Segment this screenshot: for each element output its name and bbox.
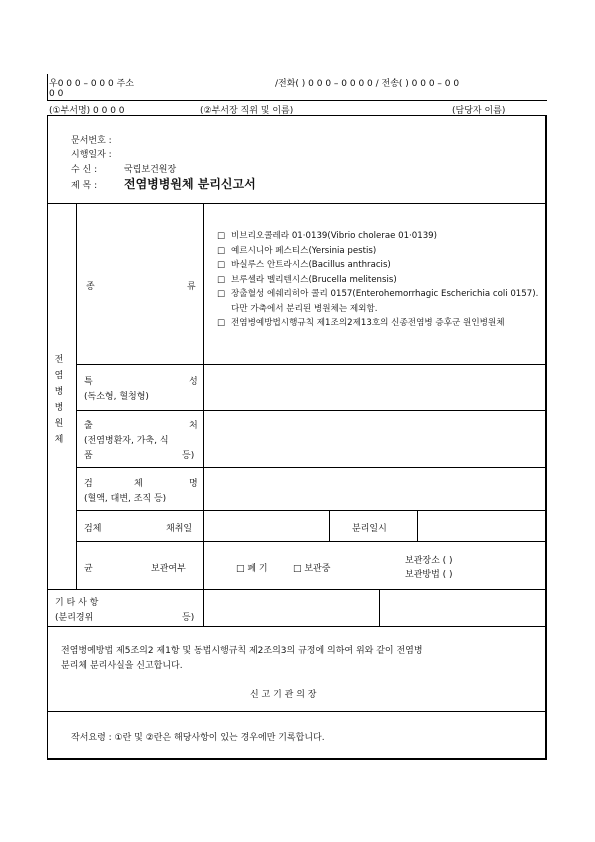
checkbox-icon[interactable]: □ [217,274,226,285]
row-rule-1 [76,364,547,365]
specimen-field[interactable] [205,470,543,508]
date-label: 시행일자 : [71,150,112,160]
source-sub-2a: 품 [84,451,93,461]
kind-item[interactable]: □ 비브리오콜레라 01·0139(Vibrio cholerae 01·0139) [217,229,539,244]
other-label-c: 등) [182,613,195,623]
specimen-label-a: 검 [84,479,93,489]
declaration-line-2: 분리체 분리사실을 신고합니다. [61,661,183,671]
header-left-rule [47,74,48,101]
other-field-2[interactable] [382,592,543,624]
kind-item[interactable]: □ 브루셀라 멜리텐시스(Brucella melitensis) [217,273,539,288]
row-rule-3 [76,467,547,468]
keeping-option[interactable]: □ 보관중 [293,564,331,574]
label-col-rule [203,203,204,626]
recipient-label: 수 신 : [71,165,98,175]
pathogen-kind-list [217,229,539,331]
declaration-line-1: 전염병예방법 제5조의2 제1항 및 동법시행규칙 제2조의3의 규정에 의하여 위와 같이 전염병 [61,646,423,656]
checkbox-icon[interactable]: □ [217,231,226,241]
source-sub-2b: 등) [182,451,195,461]
other-col-rule [379,589,380,626]
specimen-label-b: 체 [134,479,143,489]
storage-place[interactable]: 보관장소 ( ) [405,556,453,566]
recipient-value: 국립보건원장 [124,165,177,175]
source-sub-1: (전염병환자, 가축, 식 [84,436,169,446]
source-label-b: 처 [189,421,198,431]
kind-item[interactable]: □ 장출혈성 에쉐리히아 콜리 0157(Enterohemorrhagic Escherichia coli 0157). 다만 가축에서 분리된 병원체는 제외함. [217,287,539,316]
date-col-rule-2 [417,510,418,541]
row-rule-4 [76,510,547,511]
collect-date-label-a: 검체 [84,524,102,534]
kind-label-right: 류 [187,282,196,292]
source-label-a: 출 [84,421,93,431]
storage-method[interactable]: 보관방법 ( ) [405,570,453,580]
collect-date-field[interactable] [205,513,327,539]
contact-line-wrap: 0 0 [49,89,64,99]
isolate-date-label: 분리일시 [352,524,387,534]
contact-line: /전화( ) 0 0 0 – 0 0 0 0 / 전송( ) 0 0 0 – 0 0 [275,79,460,89]
other-label-a: 기 타 사 항 [55,598,99,608]
storage-label-b: 보관여부 [151,564,186,574]
date-col-rule-1 [329,510,330,541]
other-label-b: (분리경위 [55,613,94,623]
traits-sub: (독소형, 혈청형) [84,392,149,402]
other-field-1[interactable] [205,592,377,624]
row-rule-6 [47,589,547,590]
traits-label-a: 특 [84,377,93,387]
checkbox-icon[interactable]: □ [217,318,226,328]
kind-item[interactable]: □ 전염병예방법시행규칙 제1조의2제13호의 신종전염병 증후군 원인병원체 [217,316,539,331]
source-field[interactable] [205,413,543,465]
dept-name: (①부서명) 0 0 0 0 [49,106,125,116]
writing-instructions: 작서요령 : ①란 및 ②란은 해당사항이 있는 경우에만 기록합니다. [71,733,325,743]
checkbox-icon[interactable]: □ [217,289,226,299]
specimen-sub: (혈액, 대변, 조직 등) [84,494,167,504]
subject-value: 전염병병원체 분리신고서 [124,177,256,191]
table-top-rule [47,203,547,204]
dept-head: (②부서장 직위 및 이름) [200,106,294,116]
traits-field[interactable] [205,367,543,407]
row-rule-2 [76,410,547,411]
isolate-date-field[interactable] [420,513,543,539]
kind-item[interactable]: □ 예르시니아 페스티스(Yersinia pestis) [217,244,539,259]
row-rule-7 [47,626,547,627]
checkbox-icon[interactable]: □ [217,260,226,270]
specimen-label-c: 명 [189,479,198,489]
kind-item[interactable]: □ 바실루스 안트라시스(Bacillus anthracis) [217,258,539,273]
header-rule [47,100,547,101]
traits-label-b: 성 [189,377,198,387]
reporting-agency-head: 신 고 기 관 의 장 [250,690,317,700]
collect-date-label-b: 채취일 [166,524,193,534]
pathogen-group-label: 전 염 병 병 원 체 [54,355,64,445]
checkbox-icon[interactable]: □ [217,245,226,256]
group-col-rule [76,203,77,589]
storage-label-a: 균 [84,564,93,574]
row-rule-8 [47,711,547,712]
address-line: 우0 0 0 – 0 0 0 주소 [49,79,134,89]
staff-name: (담당자 이름) [452,106,506,116]
doc-number-label: 문서번호 : [71,136,112,146]
row-rule-5 [76,541,547,542]
discard-option[interactable]: □ 폐 기 [236,564,268,574]
kind-label-left: 종 [86,282,95,292]
subject-label: 제 목 : [71,181,98,191]
